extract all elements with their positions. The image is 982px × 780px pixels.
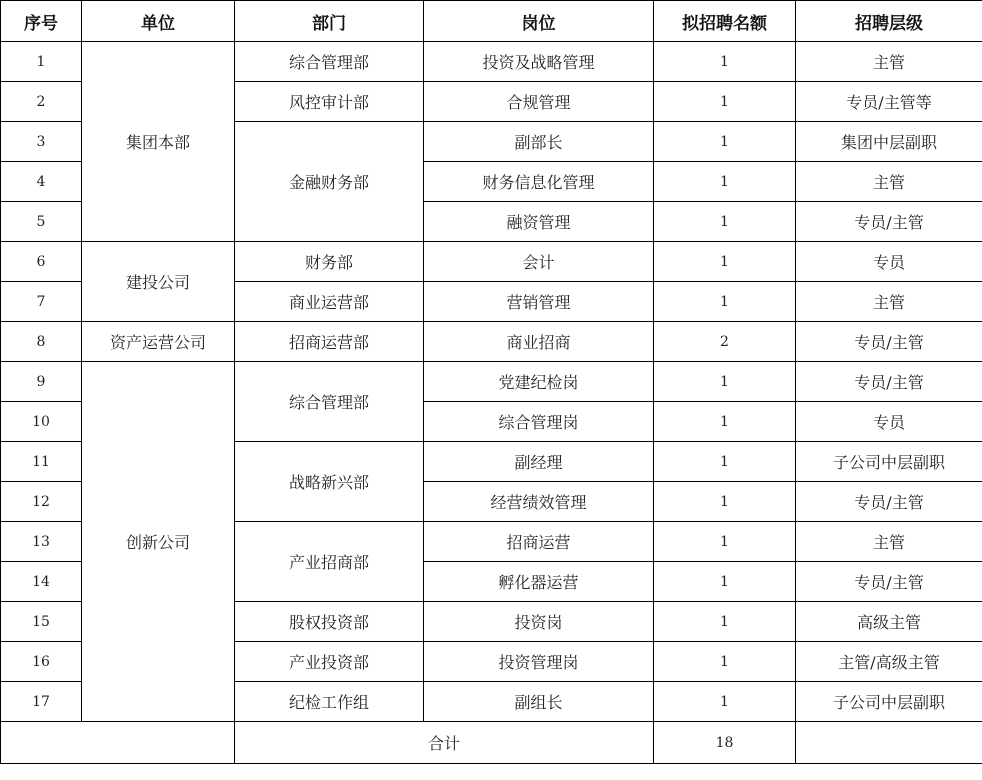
position-cell: 副经理 <box>424 442 654 482</box>
header-unit: 单位 <box>82 1 235 42</box>
table-row <box>1 42 982 82</box>
department-cell: 战略新兴部 <box>235 442 424 522</box>
level-cell: 子公司中层副职 <box>796 682 982 722</box>
quota-cell: 1 <box>654 82 796 122</box>
position-cell: 党建纪检岗 <box>424 362 654 402</box>
quota-cell: 1 <box>654 162 796 202</box>
department-cell: 商业运营部 <box>235 282 424 322</box>
level-cell: 主管 <box>796 42 982 82</box>
position-cell: 招商运营 <box>424 522 654 562</box>
department-cell: 纪检工作组 <box>235 682 424 722</box>
position-cell: 综合管理岗 <box>424 402 654 442</box>
header-position: 岗位 <box>424 1 654 42</box>
row-no: 3 <box>1 122 82 162</box>
header-quota: 拟招聘名额 <box>654 1 796 42</box>
department-cell: 招商运营部 <box>235 322 424 362</box>
quota-cell: 1 <box>654 282 796 322</box>
unit-cell: 集团本部 <box>82 42 235 242</box>
row-no: 5 <box>1 202 82 242</box>
position-cell: 投资及战略管理 <box>424 42 654 82</box>
level-cell: 专员/主管 <box>796 362 982 402</box>
total-row <box>1 722 982 764</box>
department-cell: 股权投资部 <box>235 602 424 642</box>
quota-cell: 1 <box>654 362 796 402</box>
position-cell: 经营绩效管理 <box>424 482 654 522</box>
position-cell: 财务信息化管理 <box>424 162 654 202</box>
position-cell: 融资管理 <box>424 202 654 242</box>
quota-cell: 1 <box>654 642 796 682</box>
row-no: 11 <box>1 442 82 482</box>
department-cell: 产业投资部 <box>235 642 424 682</box>
quota-cell: 1 <box>654 562 796 602</box>
position-cell: 合规管理 <box>424 82 654 122</box>
row-no: 9 <box>1 362 82 402</box>
level-cell: 主管 <box>796 282 982 322</box>
level-cell: 主管/高级主管 <box>796 642 982 682</box>
level-cell: 主管 <box>796 522 982 562</box>
quota-cell: 1 <box>654 522 796 562</box>
quota-cell: 1 <box>654 242 796 282</box>
quota-cell: 1 <box>654 482 796 522</box>
level-cell: 专员/主管 <box>796 482 982 522</box>
row-no: 16 <box>1 642 82 682</box>
row-no: 14 <box>1 562 82 602</box>
department-cell: 财务部 <box>235 242 424 282</box>
quota-cell: 1 <box>654 602 796 642</box>
level-cell: 高级主管 <box>796 602 982 642</box>
level-cell: 专员 <box>796 242 982 282</box>
total-label: 合计 <box>235 722 654 764</box>
row-no: 4 <box>1 162 82 202</box>
row-no: 13 <box>1 522 82 562</box>
row-no: 12 <box>1 482 82 522</box>
unit-cell: 创新公司 <box>82 362 235 722</box>
department-cell: 风控审计部 <box>235 82 424 122</box>
row-no: 17 <box>1 682 82 722</box>
unit-cell: 资产运营公司 <box>82 322 235 362</box>
quota-cell: 1 <box>654 202 796 242</box>
department-cell: 综合管理部 <box>235 42 424 82</box>
level-cell: 专员/主管 <box>796 202 982 242</box>
department-cell: 产业招商部 <box>235 522 424 602</box>
level-cell: 专员/主管 <box>796 562 982 602</box>
row-no: 8 <box>1 322 82 362</box>
level-cell: 集团中层副职 <box>796 122 982 162</box>
position-cell: 孵化器运营 <box>424 562 654 602</box>
quota-cell: 1 <box>654 402 796 442</box>
level-cell: 专员/主管 <box>796 322 982 362</box>
header-no: 序号 <box>1 1 82 42</box>
quota-cell: 1 <box>654 442 796 482</box>
row-no: 2 <box>1 82 82 122</box>
position-cell: 副组长 <box>424 682 654 722</box>
quota-cell: 1 <box>654 122 796 162</box>
row-no: 7 <box>1 282 82 322</box>
department-cell: 综合管理部 <box>235 362 424 442</box>
row-no: 1 <box>1 42 82 82</box>
position-cell: 营销管理 <box>424 282 654 322</box>
position-cell: 投资岗 <box>424 602 654 642</box>
unit-cell: 建投公司 <box>82 242 235 322</box>
position-cell: 副部长 <box>424 122 654 162</box>
row-no: 6 <box>1 242 82 282</box>
row-no: 10 <box>1 402 82 442</box>
header-level: 招聘层级 <box>796 1 982 42</box>
table-row <box>1 242 982 282</box>
row-no: 15 <box>1 602 82 642</box>
total-value: 18 <box>654 722 796 764</box>
total-empty-cell <box>796 722 982 764</box>
quota-cell: 1 <box>654 682 796 722</box>
header-department: 部门 <box>235 1 424 42</box>
level-cell: 主管 <box>796 162 982 202</box>
level-cell: 专员/主管等 <box>796 82 982 122</box>
header-row <box>1 1 982 42</box>
position-cell: 会计 <box>424 242 654 282</box>
table-row <box>1 322 982 362</box>
table-row <box>1 362 982 402</box>
quota-cell: 2 <box>654 322 796 362</box>
level-cell: 专员 <box>796 402 982 442</box>
position-cell: 商业招商 <box>424 322 654 362</box>
level-cell: 子公司中层副职 <box>796 442 982 482</box>
department-cell: 金融财务部 <box>235 122 424 242</box>
position-cell: 投资管理岗 <box>424 642 654 682</box>
total-blank-cell <box>1 722 235 764</box>
quota-cell: 1 <box>654 42 796 82</box>
